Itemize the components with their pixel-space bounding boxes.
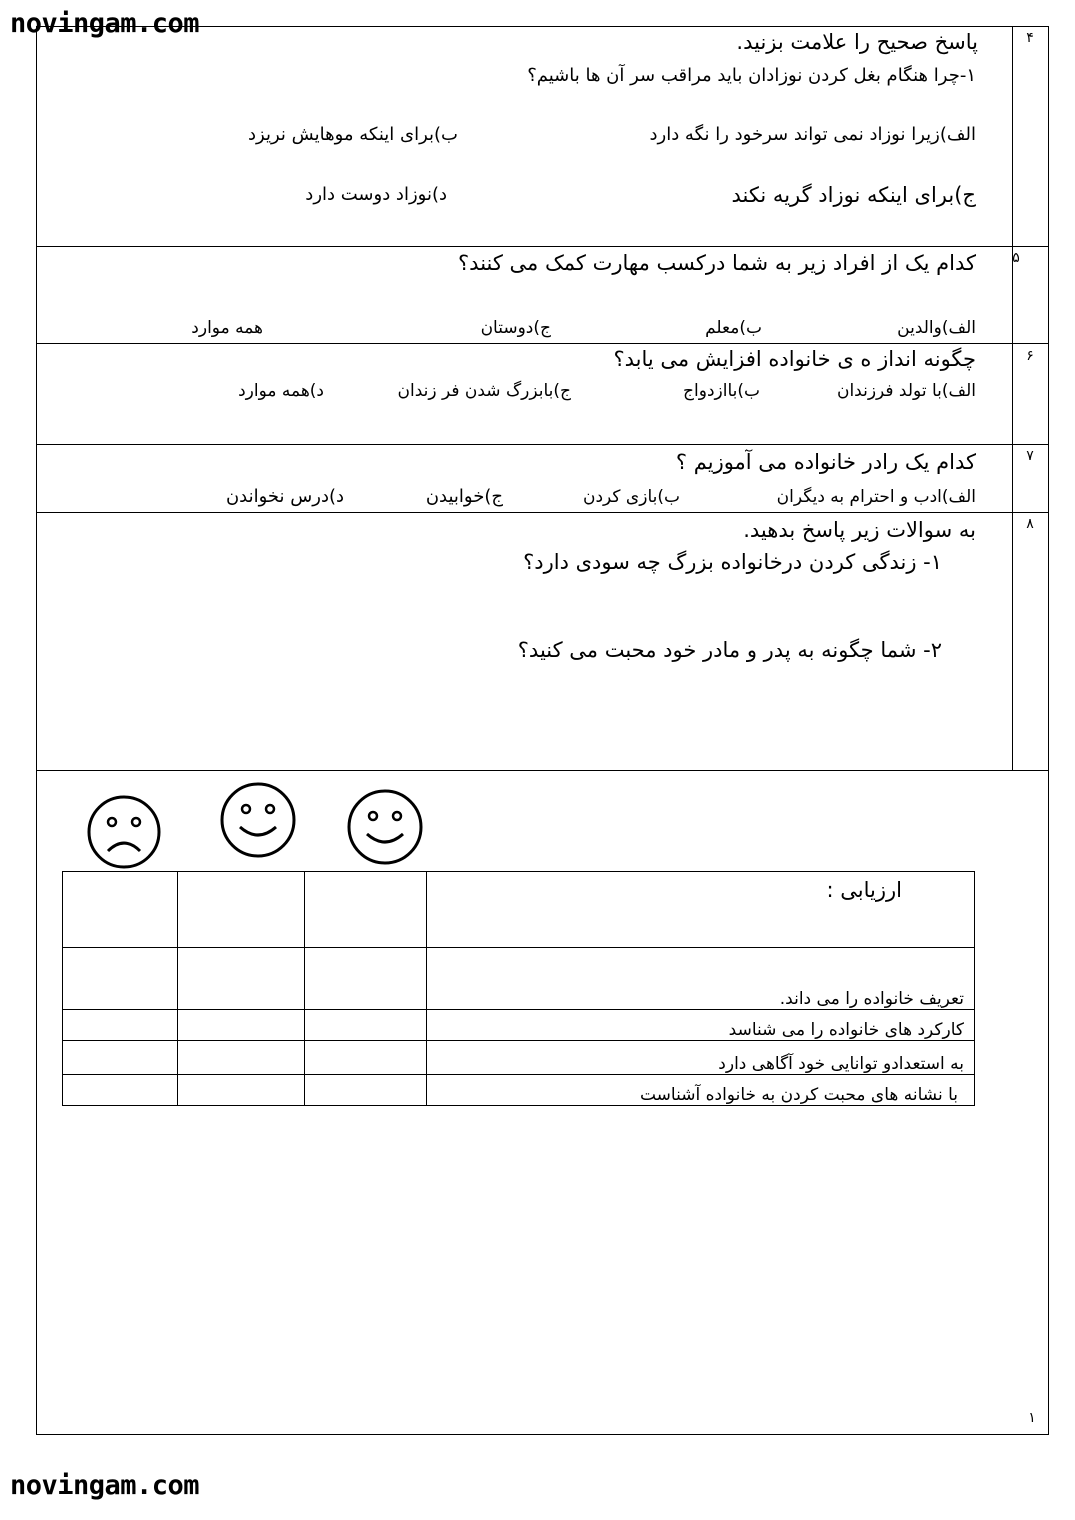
rating-cell[interactable] [178, 948, 305, 1010]
rating-cell[interactable] [63, 948, 178, 1010]
q7-option-c: ج)خوابیدن [425, 486, 503, 507]
table-row [63, 948, 975, 1010]
q6-question: چگونه انداز ه ی خانواده افزایش می یابد؟ [613, 347, 976, 371]
question-number: ۵ [1012, 250, 1020, 266]
row-divider [36, 246, 1049, 247]
rating-cell[interactable] [178, 1041, 305, 1075]
q5-option-b: ب)معلم [705, 318, 762, 338]
row-divider [36, 343, 1049, 344]
q4-instruction: پاسخ صحیح را علامت بزنید. [736, 30, 978, 54]
q7-option-b: ب)بازی کردن [583, 487, 680, 507]
q6-option-a: الف)با تولد فرزندان [836, 381, 976, 401]
row-divider [36, 770, 1049, 771]
q6-option-b: ب)باازدواج [683, 381, 760, 401]
criteria-label: با نشانه های محبت کردن به خانواده آشناست [427, 1075, 975, 1106]
table-row [63, 1075, 975, 1106]
rating-cell[interactable] [305, 1041, 427, 1075]
q4-option-d: د)نوزاد دوست دارد [305, 184, 447, 205]
rating-cell[interactable] [63, 872, 178, 948]
q5-option-c: ج)دوستان [480, 318, 551, 338]
rating-cell[interactable] [178, 872, 305, 948]
rating-cell[interactable] [63, 1075, 178, 1106]
q7-option-d: د)درس نخواندن [225, 486, 344, 507]
criteria-label: تعریف خانواده را می داند. [427, 948, 975, 1010]
q5-option-a: الف)والدین [897, 318, 976, 338]
rating-cell[interactable] [63, 1010, 178, 1041]
table-row [63, 1010, 975, 1041]
q4-option-b: ب)برای اینکه موهایش نریزد [248, 124, 458, 145]
q8-instruction: به سوالات زیر پاسخ بدهید. [743, 518, 976, 542]
q4-question: ۱-چرا هنگام بغل کردن نوزادان باید مراقب سر آن ها باشیم؟ [527, 65, 976, 86]
page-frame [36, 26, 1049, 1435]
q6-option-c: ج)بابزرگ شدن فر زندان [397, 381, 571, 401]
watermark-bottom: novingam.com [10, 1470, 200, 1501]
criteria-label: کارکرد های خانواده را می شناسد [427, 1010, 975, 1041]
page-number: ۱ [1028, 1410, 1036, 1426]
evaluation-table [62, 871, 975, 1106]
row-divider [36, 512, 1049, 513]
rating-cell[interactable] [63, 1041, 178, 1075]
criteria-label: به استعدادو توانایی خود آگاهی دارد [427, 1041, 975, 1075]
happy-face-icon [219, 781, 297, 859]
q8-question-1: ۱- زندگی کردن درخانواده بزرگ چه سودی دارد؟ [523, 550, 942, 574]
q5-question: کدام یک از افراد زیر به شما درکسب مهارت کمک می کنند؟ [458, 251, 976, 275]
evaluation-title: ارزیابی : [427, 872, 975, 948]
rating-cell[interactable] [305, 872, 427, 948]
question-number: ۸ [1026, 516, 1034, 532]
rating-cell[interactable] [305, 1075, 427, 1106]
sad-face-icon [86, 795, 164, 869]
q5-option-d: همه موارد [191, 318, 263, 338]
happy-face-icon [346, 788, 424, 866]
q4-option-c: ج)برای اینکه نوزاد گریه نکند [731, 183, 976, 207]
q8-question-2: ۲- شما چگونه به پدر و مادر خود محبت می کنید؟ [517, 638, 942, 662]
q7-option-a: الف)ادب و احترام به دیگران [776, 487, 976, 507]
q6-option-d: د)همه موارد [238, 381, 324, 401]
q7-question: کدام یک رادر خانواده می آموزیم ؟ [675, 450, 976, 474]
number-column-divider [1012, 26, 1013, 770]
watermark-top: novingam.com [10, 8, 200, 39]
table-row [63, 872, 975, 948]
q4-option-a: الف)زیرا نوزاد نمی تواند سرخود را نگه دارد [649, 124, 976, 145]
rating-cell[interactable] [305, 1010, 427, 1041]
rating-cell[interactable] [178, 1075, 305, 1106]
row-divider [36, 444, 1049, 445]
question-number: ۷ [1026, 448, 1034, 464]
rating-cell[interactable] [178, 1010, 305, 1041]
rating-cell[interactable] [305, 948, 427, 1010]
question-number: ۴ [1026, 30, 1034, 46]
question-number: ۶ [1026, 348, 1034, 364]
table-row [63, 1041, 975, 1075]
